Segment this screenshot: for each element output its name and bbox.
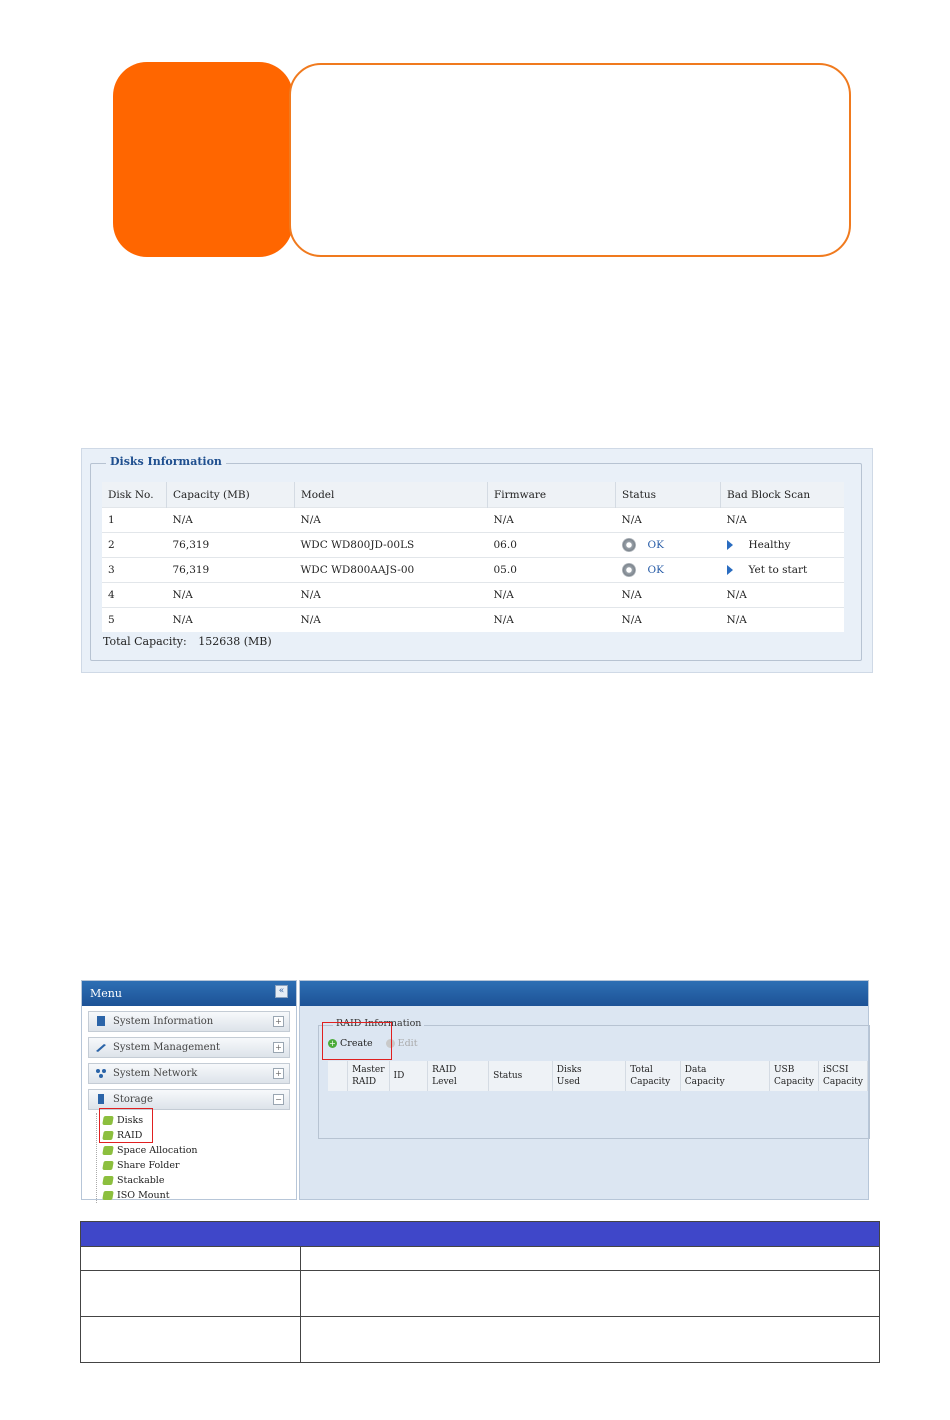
menu-sidebar [81, 980, 297, 1200]
raid-col-header-text: ID [393, 1071, 405, 1081]
disk-no-cell [102, 558, 167, 583]
scan-cell [721, 608, 845, 633]
expand-icon[interactable]: + [273, 1016, 284, 1027]
capacity-cell-text: N/A [172, 514, 193, 526]
wrench-icon [95, 1041, 107, 1053]
highlight-raid [99, 1108, 153, 1143]
table-row[interactable] [102, 608, 844, 633]
raid-col-header-text: Used [556, 1077, 581, 1087]
table-cell [301, 1247, 880, 1271]
table-cell [301, 1317, 880, 1363]
table-row[interactable] [102, 508, 844, 533]
expand-icon[interactable]: + [273, 1068, 284, 1079]
model-cell-text: N/A [300, 614, 321, 626]
folder-icon [102, 1176, 114, 1185]
raid-col-header-text: Level [432, 1077, 457, 1087]
model-cell [295, 508, 488, 533]
scan-cell-text: Yet to start [748, 564, 808, 576]
chapter-tab [113, 62, 293, 257]
scan-cell-text: N/A [726, 589, 747, 601]
tree-item-label: Stackable [117, 1175, 165, 1186]
scan-cell-text: N/A [726, 514, 747, 526]
disk-no-cell-text: 2 [108, 539, 115, 551]
total-capacity-value: 152638 (MB) [198, 635, 272, 648]
table-cell [81, 1317, 301, 1363]
disk-no-cell-text: 4 [108, 589, 115, 601]
model-cell [295, 608, 488, 633]
menu-title: Menu [90, 987, 122, 1000]
tree-item-label: Share Folder [117, 1160, 180, 1171]
table-cell [81, 1271, 301, 1317]
description-table [80, 1221, 880, 1363]
storage-icon [95, 1093, 107, 1105]
col-header[interactable]: Firmware [488, 482, 616, 508]
capacity-cell [167, 608, 295, 633]
gear-icon[interactable] [622, 563, 636, 577]
table-row[interactable] [102, 558, 844, 583]
capacity-cell-text: N/A [172, 589, 193, 601]
collapse-section-icon[interactable]: − [273, 1094, 284, 1105]
raid-col-header-text: RAID [432, 1065, 457, 1075]
firmware-cell-text: 05.0 [493, 564, 517, 576]
tree-item-iso-mount[interactable] [103, 1188, 296, 1203]
menu-section-storage[interactable] [88, 1089, 290, 1110]
status-cell-text: OK [647, 564, 664, 576]
create-label: Create [340, 1038, 373, 1049]
tree-item-label: ISO Mount [117, 1190, 170, 1201]
gear-icon[interactable] [622, 538, 636, 552]
menu-section-label: Storage [113, 1094, 153, 1105]
status-cell-text: OK [647, 539, 664, 551]
disks-legend: Disks Information [106, 455, 226, 468]
play-icon[interactable] [727, 565, 733, 575]
play-icon[interactable] [727, 540, 733, 550]
model-cell-text: WDC WD800JD-00LS [300, 539, 415, 551]
disk-no-cell-text: 3 [108, 564, 115, 576]
menu-section-system-network[interactable] [88, 1063, 290, 1084]
model-cell [295, 558, 488, 583]
raid-col-header[interactable] [428, 1061, 489, 1091]
scan-cell-text: N/A [726, 614, 747, 626]
firmware-cell-text: 06.0 [493, 539, 517, 551]
raid-col-header-text: Capacity [773, 1077, 814, 1087]
capacity-cell [167, 508, 295, 533]
menu-section-label: System Network [113, 1068, 198, 1079]
menu-section-system-information[interactable] [88, 1011, 290, 1032]
raid-col-header-text: USB [773, 1065, 795, 1075]
status-cell [616, 608, 721, 633]
col-header[interactable]: Status [616, 482, 721, 508]
add-icon: + [329, 1039, 336, 1048]
status-cell [616, 558, 721, 583]
tree-item-label: Space Allocation [117, 1145, 198, 1156]
capacity-cell-text: N/A [172, 614, 193, 626]
firmware-cell-text: N/A [493, 589, 514, 601]
disk-no-cell [102, 533, 167, 558]
network-icon [95, 1067, 107, 1079]
scan-cell [721, 533, 845, 558]
menu-section-system-management[interactable] [88, 1037, 290, 1058]
status-cell [616, 533, 721, 558]
raid-col-header-text: Capacity [684, 1077, 725, 1087]
raid-col-header[interactable] [552, 1061, 625, 1091]
table-row[interactable] [102, 533, 844, 558]
raid-col-header[interactable] [769, 1061, 818, 1091]
raid-col-header-text: iSCSI [822, 1065, 849, 1075]
capacity-cell-text: 76,319 [172, 564, 210, 576]
model-cell-text: WDC WD800AAJS-00 [300, 564, 415, 576]
tree-item-stackable[interactable] [103, 1173, 296, 1188]
raid-legend: RAID Information [333, 1018, 424, 1029]
raid-col-header-text: Total [630, 1065, 653, 1075]
firmware-cell [488, 508, 616, 533]
menu-header [82, 981, 296, 1006]
raid-col-header-text: Data [684, 1065, 707, 1075]
raid-col-header-text: Capacity [630, 1077, 671, 1087]
menu-section-label: System Information [113, 1016, 214, 1027]
table-cell [81, 1247, 301, 1271]
disks-header-row [102, 482, 844, 508]
model-cell-text: N/A [300, 589, 321, 601]
scan-cell-text: Healthy [748, 539, 791, 551]
firmware-cell-text: N/A [493, 514, 514, 526]
status-cell-text: N/A [621, 514, 642, 526]
raid-col-header[interactable] [389, 1061, 428, 1091]
raid-col-header[interactable] [489, 1061, 553, 1091]
raid-col-header-text: RAID [352, 1077, 377, 1087]
raid-col-header[interactable] [626, 1061, 681, 1091]
disks-table [102, 482, 844, 632]
capacity-cell-text: 76,319 [172, 539, 210, 551]
status-cell [616, 508, 721, 533]
model-cell [295, 583, 488, 608]
scan-cell [721, 558, 845, 583]
firmware-cell-text: N/A [493, 614, 514, 626]
table-row[interactable] [102, 583, 844, 608]
disk-no-cell [102, 508, 167, 533]
disk-no-cell-text: 1 [108, 514, 115, 526]
disk-no-cell [102, 608, 167, 633]
tree-item-label: Disks [117, 1115, 144, 1126]
folder-icon [102, 1161, 114, 1170]
raid-col-header-text: Capacity [822, 1077, 863, 1087]
document-icon [95, 1015, 107, 1027]
status-cell-text: N/A [621, 614, 642, 626]
capacity-cell [167, 583, 295, 608]
firmware-cell [488, 608, 616, 633]
edit-label: Edit [397, 1038, 418, 1049]
chapter-title-box [289, 63, 851, 257]
disks-information-panel [81, 448, 873, 673]
col-header-select [328, 1061, 348, 1091]
firmware-cell [488, 533, 616, 558]
folder-icon [102, 1146, 114, 1155]
col-header[interactable]: Model [295, 482, 488, 508]
firmware-cell [488, 583, 616, 608]
content-header [300, 981, 868, 1006]
capacity-cell [167, 533, 295, 558]
raid-col-header-text: Master [352, 1065, 385, 1075]
tree-item-label: RAID [117, 1130, 143, 1141]
raid-col-header[interactable] [348, 1061, 389, 1091]
capacity-cell [167, 558, 295, 583]
highlight-create [322, 1022, 392, 1060]
raid-col-header-text: Status [493, 1071, 523, 1081]
total-capacity [103, 635, 272, 648]
disk-no-cell-text: 5 [108, 614, 115, 626]
model-cell [295, 533, 488, 558]
raid-content [299, 980, 869, 1200]
raid-col-header-text: Disks [556, 1065, 582, 1075]
tree-item-share-folder[interactable] [103, 1158, 296, 1173]
col-header[interactable]: Bad Block Scan [721, 482, 845, 508]
raid-table [328, 1061, 868, 1091]
scan-cell [721, 583, 845, 608]
model-cell-text: N/A [300, 514, 321, 526]
scan-cell [721, 508, 845, 533]
total-capacity-label: Total Capacity: [103, 635, 187, 648]
table-cell [301, 1271, 880, 1317]
raid-header-row [328, 1061, 868, 1091]
raid-col-header[interactable] [818, 1061, 867, 1091]
status-cell [616, 583, 721, 608]
tree-item-space-allocation[interactable] [103, 1143, 296, 1158]
raid-col-header[interactable] [680, 1061, 769, 1091]
firmware-cell [488, 558, 616, 583]
folder-icon [102, 1191, 114, 1200]
menu-section-label: System Management [113, 1042, 221, 1053]
expand-icon[interactable]: + [273, 1042, 284, 1053]
description-table-header [81, 1222, 880, 1247]
col-header[interactable]: Capacity (MB) [167, 482, 295, 508]
status-cell-text: N/A [621, 589, 642, 601]
collapse-icon[interactable]: « [275, 985, 288, 998]
disk-no-cell [102, 583, 167, 608]
col-header[interactable]: Disk No. [102, 482, 167, 508]
